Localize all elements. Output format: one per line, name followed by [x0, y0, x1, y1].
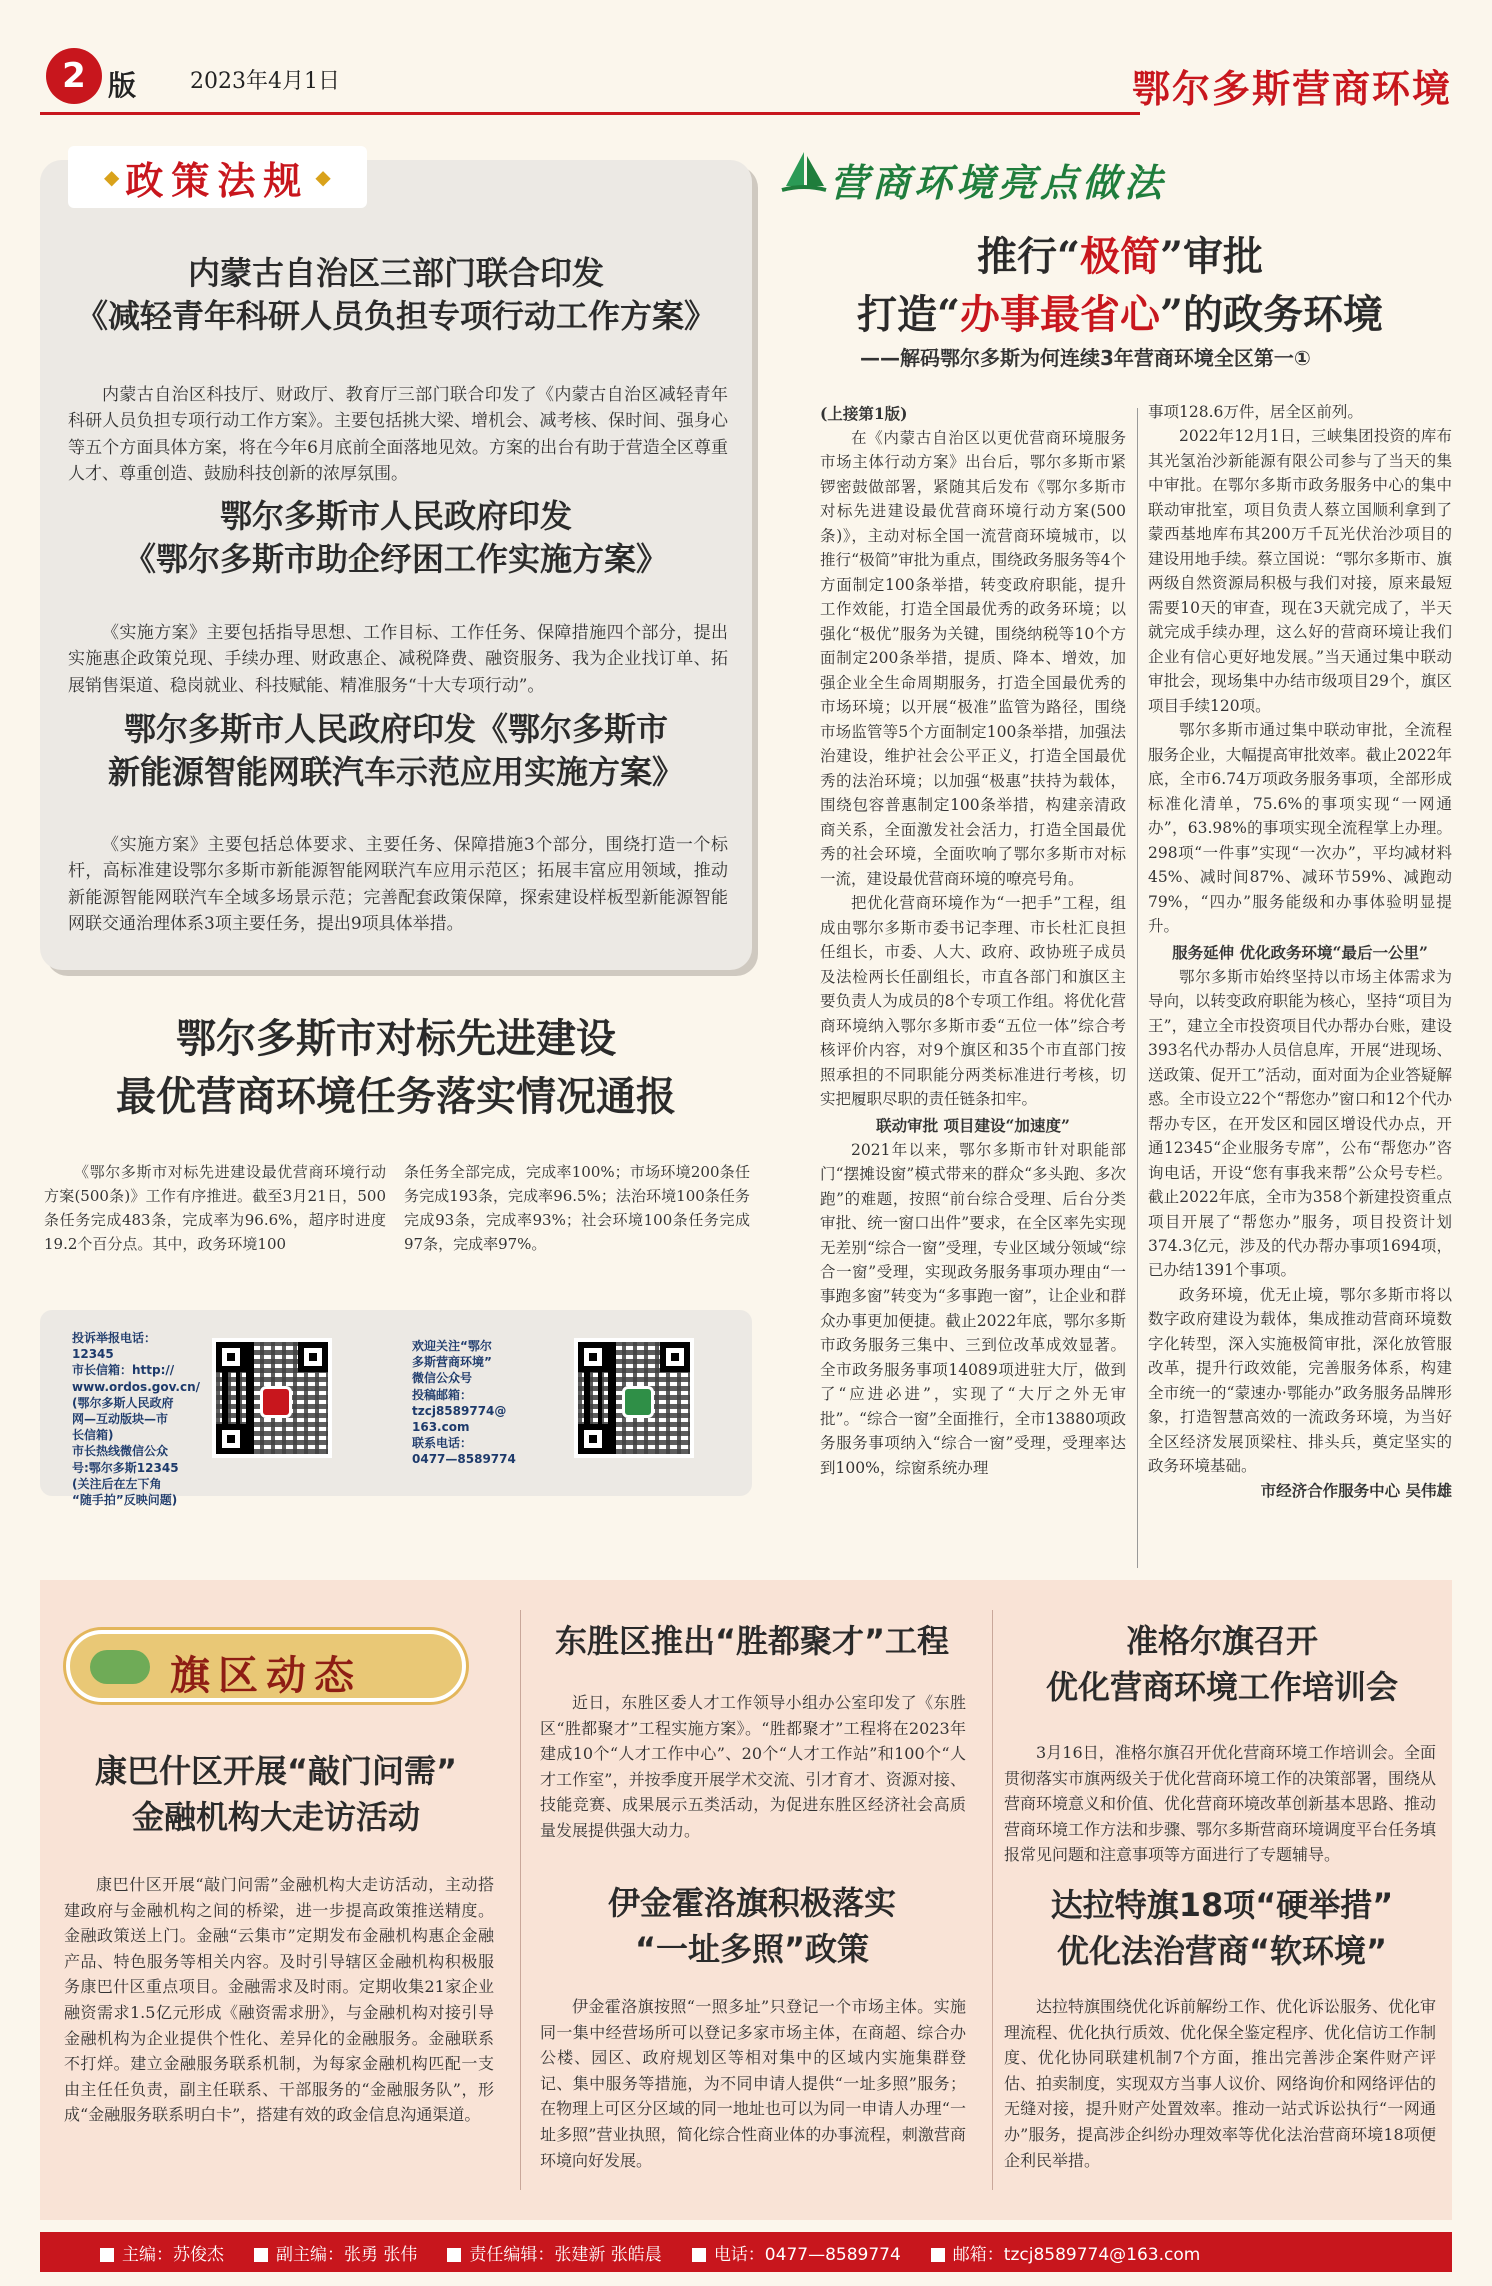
title-line: 优化法治营商“软环境”: [1056, 1932, 1388, 1971]
county-tag-label: 旗区动态: [170, 1652, 362, 1699]
county-article-3-title: [526, 1880, 978, 1973]
contact-line: 0477—8589774: [412, 1452, 516, 1467]
footer-item: [254, 2240, 417, 2265]
bullet-square-icon: [692, 2248, 706, 2262]
title-line: 最优营商环境任务落实情况通报: [116, 1073, 676, 1120]
contact-line: (关注后在左下角: [72, 1476, 162, 1491]
feature-banner: 营商环境亮点做法: [830, 160, 1167, 205]
bullet-square-icon: [931, 2248, 945, 2262]
decor-pill-icon: [90, 1650, 150, 1684]
header-rule: [40, 112, 1140, 115]
county-article-4-body: 3月16日，准格尔旗召开优化营商环境工作培训会。全面贯彻落实市旗两级关于优化营商环境工作的决策部署，围绕从营商环境意义和价值、优化营商环境改革创新基本思路、推动营商环境工作方法和步骤、鄂尔多斯营商环境调度平台任务填报常见问题和注意事项等方面进行了专题辅导。: [1004, 1743, 1437, 1865]
footer-item-text: 责任编辑：张建新 张皓晨: [469, 2244, 662, 2265]
policy-article-3-title: [40, 708, 752, 794]
title-line: 新能源智能网联汽车示范应用实施方案》: [107, 753, 684, 792]
contact-line: 12345: [72, 1347, 114, 1362]
contact-line: (鄂尔多斯人民政府: [72, 1395, 174, 1410]
footer-item: [447, 2240, 661, 2265]
title-line: 鄂尔多斯市人民政府印发: [219, 497, 572, 535]
title-line: 达拉特旗18项“硬举措”: [1050, 1886, 1394, 1924]
county-article-5-title: [992, 1882, 1452, 1975]
county-article-3-body: 伊金霍洛旗按照“一照多址”只登记一个市场主体。实施同一集中经营场所可以登记多家市场主体，在商超、综合办公楼、园区、政府规划区等相对集中的区域内实施集群登记、集中服务等措施，为不同申请人提供“一址多照”服务；在物理上可区分区域的同一地址也可以为同一申请人办理“一址多照”营业执照，简化综合性商业体的办事流程，刺激营商环境向好发展。: [540, 1997, 966, 2170]
page-number-badge: 2: [46, 48, 102, 104]
title-line: 伊金霍洛旗积极落实: [607, 1884, 896, 1922]
title-line: 《减轻青年科研人员负担专项行动工作方案》: [75, 297, 716, 336]
county-tag: [66, 1630, 466, 1702]
contact-line: “随手拍”反映问题): [72, 1492, 178, 1507]
wechat-account-qr-code[interactable]: [574, 1338, 694, 1458]
footer-item-text: 主编：苏俊杰: [122, 2244, 224, 2265]
contact-line: 投诉举报电话：: [72, 1331, 157, 1345]
footer-item-text: 副主编：张勇 张伟: [276, 2244, 418, 2265]
bullet-square-icon: [447, 2248, 461, 2262]
footer-item-text: 电话：0477—8589774: [713, 2244, 901, 2265]
title-line: 准格尔旗召开: [1125, 1622, 1318, 1660]
contact-line: 多斯营商环境”: [412, 1355, 492, 1370]
contact-line: tzcj8589774@: [412, 1403, 507, 1418]
footer-item: [692, 2240, 901, 2265]
feature-title: [790, 228, 1450, 344]
editorial-footer: [40, 2232, 1452, 2272]
title-line: 金融机构大走访活动: [131, 1798, 420, 1837]
report-title: [40, 1010, 752, 1126]
contact-line: 网—互动版块—市: [72, 1411, 169, 1426]
title-line: “一址多照”政策: [634, 1930, 870, 1969]
mayor-hotline-qr-code[interactable]: [212, 1338, 332, 1458]
policy-article-1-title: [40, 252, 752, 338]
footer-item-text: 邮箱：tzcj8589774@163.com: [952, 2244, 1201, 2265]
footer-item: [931, 2240, 1201, 2265]
county-article-2-title: 东胜区推出“胜都聚才”工程: [554, 1622, 950, 1660]
contact-line: www.ordos.gov.cn/: [72, 1379, 201, 1394]
paragraph: 鄂尔多斯市始终坚持以市场主体需求为导向，以转变政府职能为核心，坚持“项目为王”，建立全市投资项目代办帮办台账，建设393名代办帮办人员信息库，开展“进现场、送政策、促开工”活动，面对面为企业答疑解惑。全市设立22个“帮您办”窗口和12个代办帮办专区，在开发区和园区增设代办点，开通12345“企业服务专席”，公布“帮您办”咨询电话，开设“您有事我来帮”公众号专栏。截止2022年底，全市为358个新建投资重点项目开展了“帮您办”服务，项目投资计划374.3亿元，涉及的代办帮办事项1694项，已办结1391个事项。: [1148, 967, 1452, 1280]
feature-subtitle: ——解码鄂尔多斯为何连续3年营商环境全区第一①: [860, 346, 1311, 370]
policy-tag-label: ◆ 政策法规: [125, 157, 310, 203]
title-line: 优化营商环境工作培训会: [1045, 1668, 1398, 1707]
contact-line: 市长信箱：http://: [72, 1363, 175, 1378]
county-article-1-body: 康巴什区开展“敲门问需”金融机构大走访活动，主动搭建政府与金融机构之间的桥梁，进一步提高政策推送精度。金融政策送上门。金融“云集市”定期发布金融机构惠企金融产品、特色服务等相关内容。及时引导辖区金融机构积极服务康巴什区重点项目。金融需求及时雨。定期收集21家企业融资需求1.5亿元形成《融资需求册》，与金融机构对接引导金融机构为企业提供个性化、差异化的金融服务。金融联系不打烊。建立金融服务联系机制，为每家金融机构匹配一支由主任任负责，副主任联系、干部服务的“金融服务队”，形成“金融服务联系明白卡”，搭建有效的政金信息沟通渠道。: [64, 1875, 494, 2125]
subheading: 联动审批 项目建设“加速度”: [876, 1115, 1070, 1135]
section-title: 鄂尔多斯营商环境: [1131, 67, 1452, 111]
policy-tag: [68, 146, 367, 208]
subheading: (上接第1版): [820, 404, 908, 423]
column-divider: [520, 1610, 521, 2190]
county-article-5-body: 达拉特旗围绕优化诉前解纷工作、优化诉讼服务、优化审理流程、优化执行质效、优化保全鉴定程序、优化信访工作制度、优化协同联建机制7个方面，推出完善涉企案件财产评估、拍卖制度，实现双方当事人议价、网络询价和网络评估的无缝对接，提升财产处置效率。推动一站式诉讼执行“一网通办”服务，提高涉企纠纷办理效率等优化法治营商环境18项便企利民举措。: [1004, 1997, 1437, 2170]
policy-article-3-body: 《实施方案》主要包括总体要求、主要任务、保障措施3个部分，围绕打造一个标杆，高标准建设鄂尔多斯市新能源智能网联汽车应用示范区；拓展丰富应用领域，推动新能源智能网联汽车全域多场景示范；完善配套政策保障，探索建设样板型新能源智能网联交通治理体系3项主要任务，提出9项具体举措。: [68, 835, 728, 935]
county-article-2-body: 近日，东胜区委人才工作领导小组办公室印发了《东胜区“胜都聚才”工程实施方案》。“胜都聚才”工程将在2023年建成10个“人才工作中心”、20个“人才工作站”和100个“人才工作室”，并按季度开展学术交流、引才育才、资源对接、技能竞赛、成果展示五类活动，为促进东胜区经济社会高质量发展提供强大动力。: [540, 1693, 966, 1840]
policy-article-2-body: 《实施方案》主要包括指导思想、工作目标、工作任务、保障措施四个部分，提出实施惠企政策兑现、手续办理、财政惠企、减税降费、融资服务、我为企业找订单、拓展销售渠道、稳岗就业、科技赋能、精准服务“十大专项行动”。: [68, 623, 728, 696]
contact-line: 投稿邮箱：: [412, 1387, 473, 1402]
footer-item: [100, 2240, 224, 2265]
paragraph: 把优化营商环境作为“一把手”工程，组成由鄂尔多斯市委书记李理、市长杜汇良担任组长，市委、人大、政府、政协班子成员及法检两长任副组长，市直各部门和旗区主要负责人为成员的8个专项工作组。将优化营商环境纳入鄂尔多斯市委“五位一体”综合考核评价内容，对9个旗区和35个市直部门按照承担的不同职能分两类标准进行考核，切实把履职尽职的责任链条扣牢。: [820, 894, 1126, 1109]
paragraph: 2022年12月1日，三峡集团投资的库布其光氢治沙新能源有限公司参与了当天的集中审批。在鄂尔多斯市政务服务中心的集中联动审批室，项目负责人蔡立国顺利拿到了蒙西基地库布其200万千瓦光伏治沙项目的建设用地手续。蔡立国说：“鄂尔多斯市、旗两级自然资源局积极与我们对接，原来最短需要10天的审查，现在3天就完成了，半天就完成手续办理，这么好的营商环境让我们企业有信心更好地发展。”当天通过集中联动审批会，现场集中办结市级项目29个，旗区项目手续120项。: [1148, 427, 1452, 715]
county-article-1-title: [46, 1748, 506, 1841]
hotline-logo-icon: [260, 1386, 292, 1418]
feature-column-2: [1148, 400, 1452, 1503]
report-body-col-1: 《鄂尔多斯市对标先进建设最优营商环境行动方案(500条)》工作有序推进。截至3月21日，500条任务完成483条，完成率为96.6%，超序时进度19.2个百分点。其中，政务环境100: [44, 1163, 386, 1253]
title-line: 打造“办事最省心”的政务环境: [856, 291, 1384, 338]
policy-article-1-body: 内蒙古自治区科技厅、财政厅、教育厅三部门联合印发了《内蒙古自治区减轻青年科研人员负担专项行动工作方案》。主要包括挑大梁、增机会、减考核、保时间、强身心等五个方面具体方案，将在今年6月底前全面落地见效。方案的出台有助于营造全区尊重人才、尊重创造、鼓励科技创新的浓厚氛围。: [68, 385, 728, 485]
county-article-4-title: [992, 1618, 1452, 1711]
paragraph: 在《内蒙古自治区以更优营商环境服务市场主体行动方案》出台后，鄂尔多斯市紧锣密鼓做部署，紧随其后发布《鄂尔多斯市对标先进建设最优营商环境行动方案(500条)》，主动对标全国一流营商环境城市，以推行“极简”审批为重点，围绕政务服务等4个方面制定100条举措，转变政府职能，提升工作效能，打造全国最优秀的政务环境；以强化“极优”服务为关键，围绕纳税等10个方面制定200条举措，提质、降本、增效，加强企业全生命周期服务，打造全国最优秀的市场环境；以开展“极准”监管为路径，围绕市场监管等5个方面制定100条举措，加强法治建设，维护社会公平正义，打造全国最优秀的法治环境；以加强“极惠”扶持为载体，围绕包容普惠制定100条举措，构建亲清政商关系，全面激发社会活力，打造全国最优秀的社会环境，全面吹响了鄂尔多斯市对标一流，建设最优营商环境的嘹亮号角。: [820, 429, 1126, 888]
bullet-square-icon: [254, 2248, 268, 2262]
contact-qr-box: [40, 1310, 752, 1507]
policy-panel: [40, 157, 752, 970]
title-line: 《鄂尔多斯市助企纾困工作实施方案》: [123, 540, 668, 579]
contact-line: 联系电话：: [412, 1436, 473, 1451]
column-divider: [1137, 408, 1138, 1568]
complaint-contact-text: [72, 1330, 202, 1508]
paragraph: 政务环境，优无止境，鄂尔多斯市将以数字政府建设为载体，集成推动营商环境数字化转型，深入实施极简审批，深化放管服改革，提升行政效能，完善服务体系，构建全市统一的“蒙速办·鄂能办”政务服务品牌形象，打造智慧高效的一流政务环境，为当好全区经济发展顶梁柱、排头兵，奠定坚实的政务环境基础。: [1148, 1285, 1452, 1476]
contact-line: 163.com: [412, 1419, 470, 1434]
title-line: 康巴什区开展“敲门问需”: [94, 1752, 458, 1790]
page-header: [40, 38, 1452, 118]
sail-icon: [780, 150, 828, 196]
page-ban-label: 版: [108, 69, 137, 102]
paragraph: 事项128.6万件，居全区前列。: [1148, 403, 1363, 421]
issue-date: 2023年4月1日: [190, 69, 340, 94]
bullet-square-icon: [100, 2248, 114, 2262]
wechat-logo-icon: [622, 1386, 654, 1418]
paragraph: 2021年以来，鄂尔多斯市针对职能部门“摆摊设窗”模式带来的群众“多头跑、多次跑”的难题，按照“前台综合受理、后台分类审批、统一窗口出件”要求，在全区率先实现无差别“综合一窗”受理，专业区域分领域“综合一窗”受理，实现政务服务事项办理由“一事跑多窗”转变为“多事跑一窗”，让企业和群众办事更加便捷。截止2022年底，鄂尔多斯市政务服务三集中、三到位改革成效显著。全市政务服务事项14089项进驻大厅，做到了“应进必进”，实现了“大厅之外无审批”。“综合一窗”全面推行，全市13880项政务服务事项纳入“综合一窗”受理，受理率达到100%，综窗系统办理: [820, 1140, 1126, 1477]
byline: 市经济合作服务中心 吴伟雄: [1260, 1480, 1452, 1500]
contact-line: 市长热线微信公众: [72, 1444, 169, 1459]
contact-line: 微信公众号: [412, 1371, 473, 1386]
paragraph: 鄂尔多斯市通过集中联动审批，全流程服务企业，大幅提高审批效率。截止2022年底，全市6.74万项政务服务事项，全部形成标准化清单，75.6%的事项实现“一网通办”，63.98%的事项实现全流程掌上办理。298项“一件事”实现“一次办”，平均减材料45%、减时间87%、减环节59%、减跑动79%，“四办”服务能级和办事体验明显提升。: [1148, 721, 1452, 936]
wechat-contact-text: [412, 1338, 542, 1468]
title-line: 鄂尔多斯市对标先进建设: [176, 1015, 616, 1062]
policy-article-2-title: [40, 495, 752, 581]
report-body-col-2: 条任务全部完成，完成率100%；市场环境200条任务完成193条，完成率96.5%；法治环境100条任务完成93条，完成率93%；社会环境100条任务完成97条，完成率97%。: [404, 1163, 750, 1253]
feature-column-1: [820, 400, 1126, 1480]
contact-line: 长信箱): [72, 1428, 114, 1443]
contact-line: 号:鄂尔多斯12345: [72, 1460, 179, 1475]
subheading: 服务延伸 优化政务环境“最后一公里”: [1172, 942, 1428, 962]
contact-line: 欢迎关注“鄂尔: [412, 1339, 492, 1353]
title-line: 内蒙古自治区三部门联合印发: [187, 254, 604, 292]
title-line: 鄂尔多斯市人民政府印发《鄂尔多斯市: [123, 710, 668, 748]
title-line: 推行“极简”审批: [976, 233, 1264, 280]
